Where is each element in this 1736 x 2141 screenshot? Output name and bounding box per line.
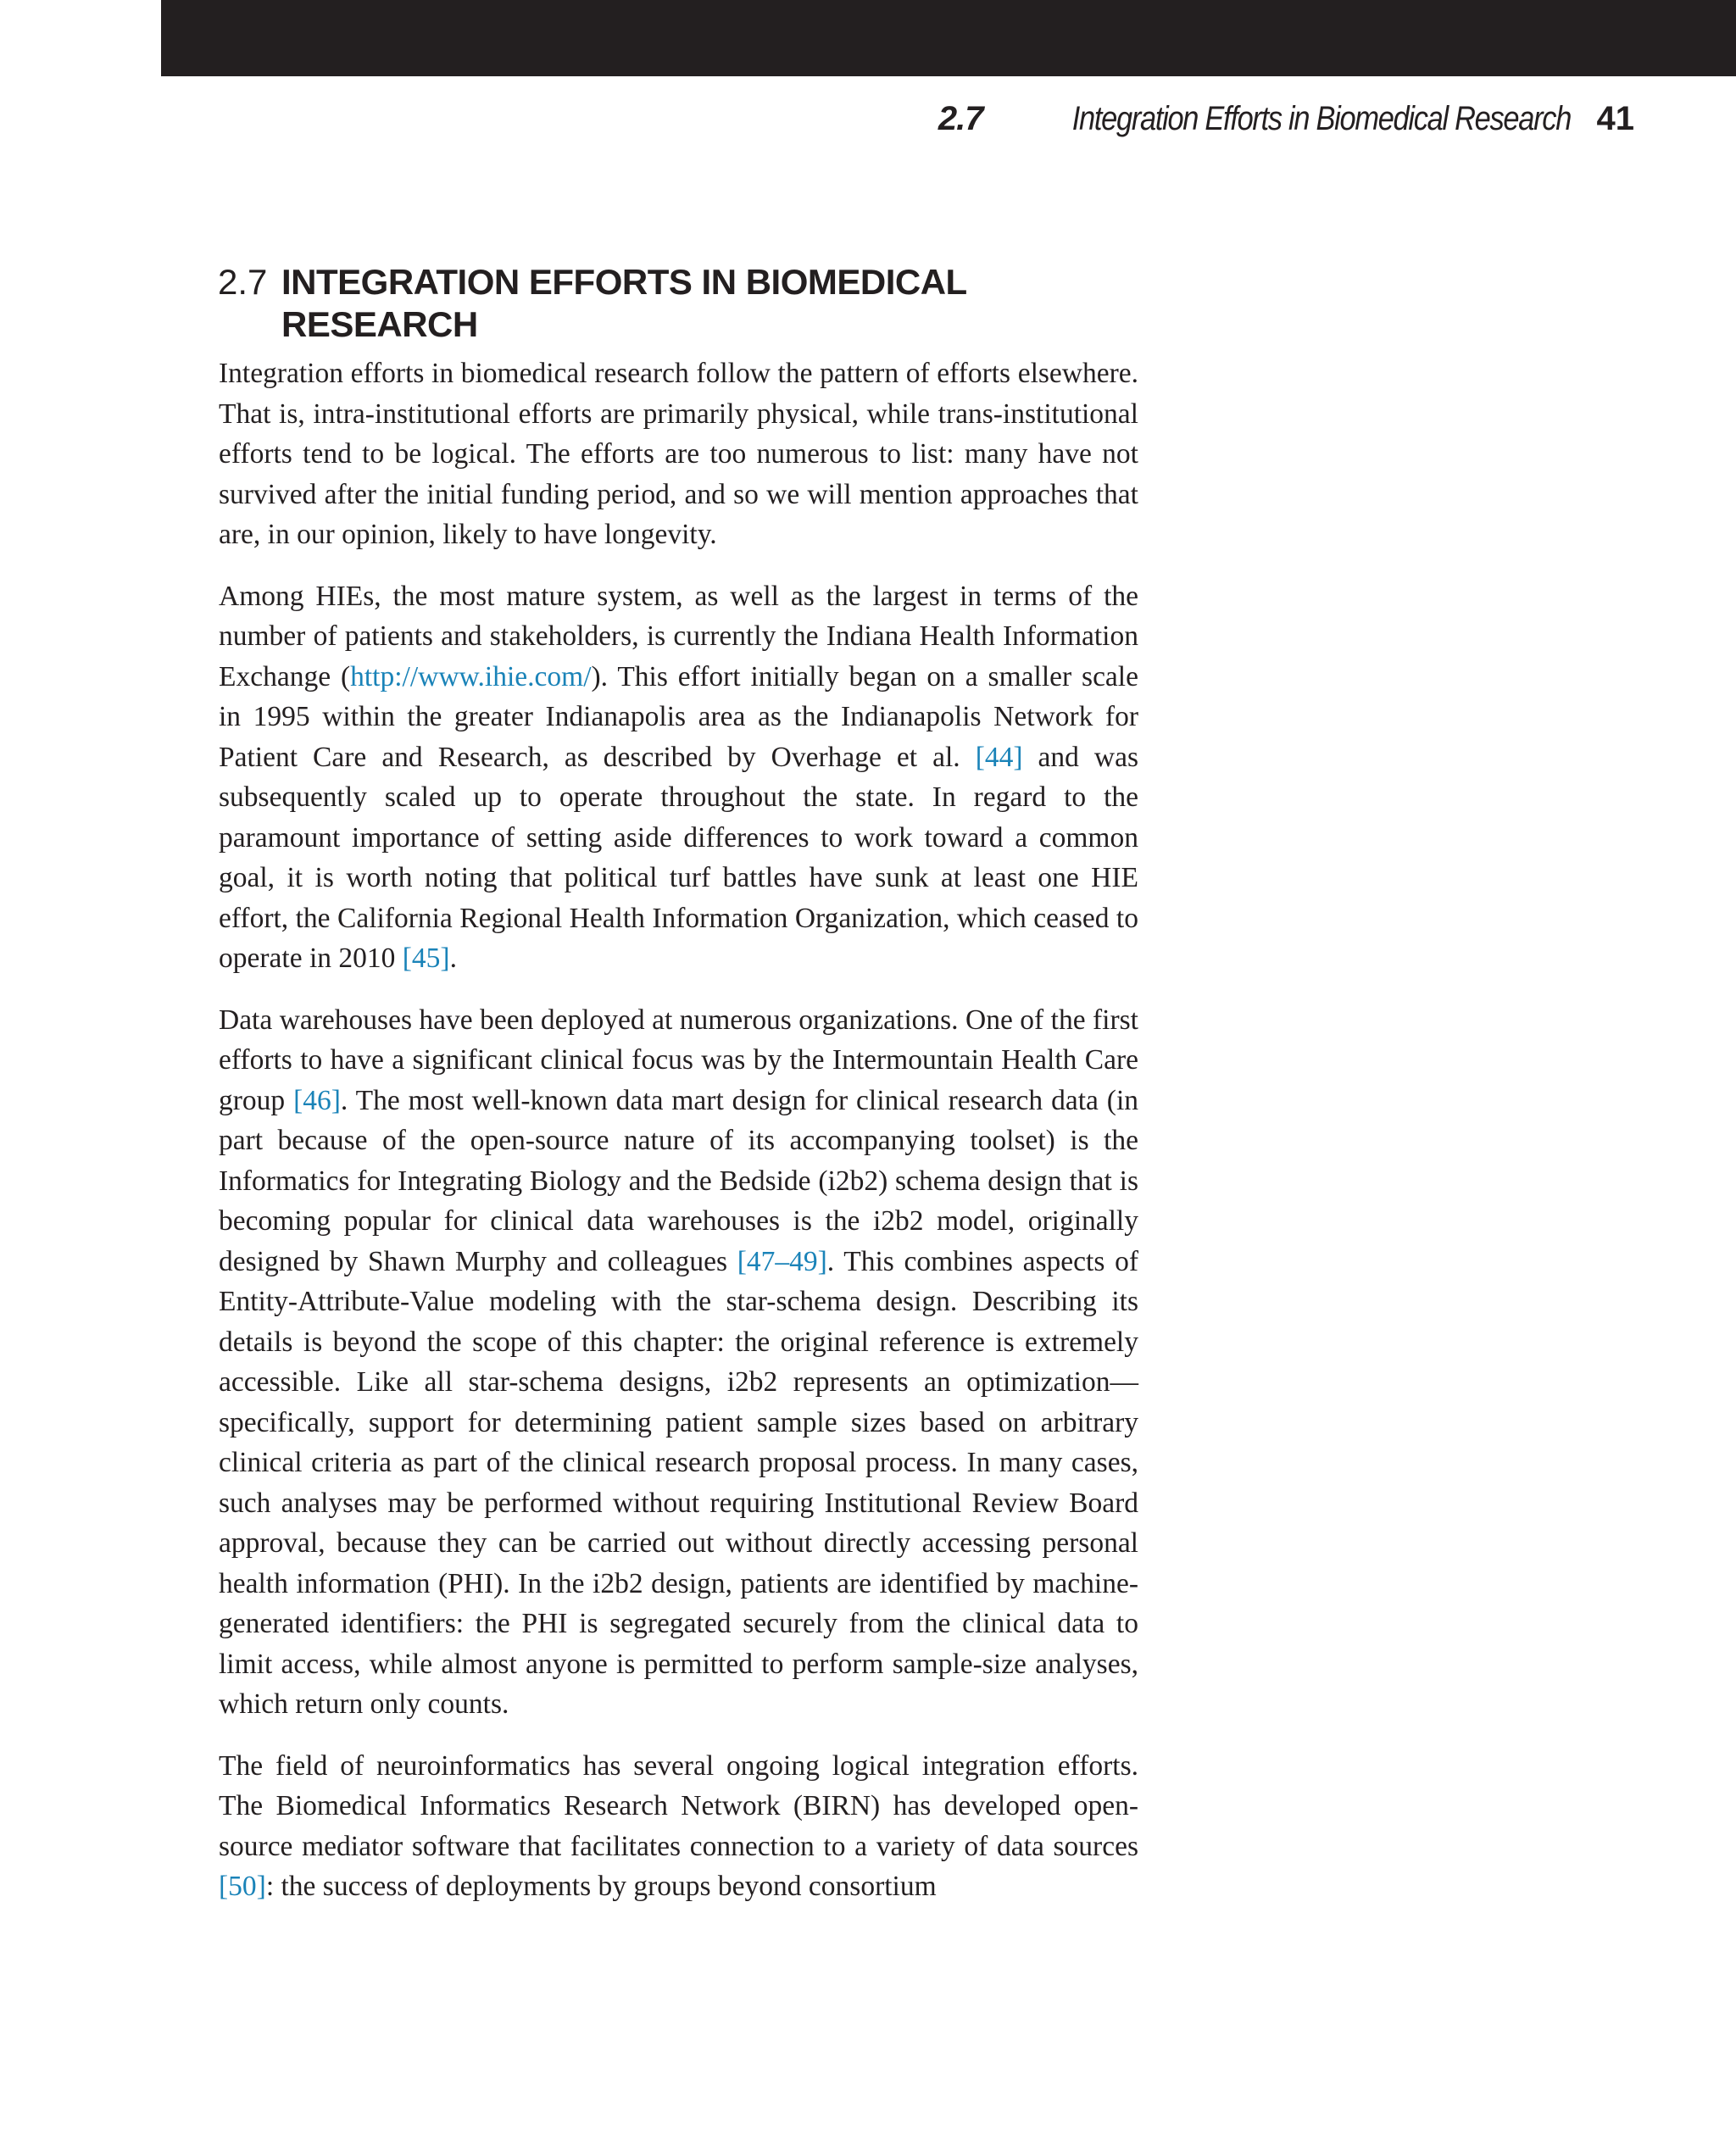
body-text — [219, 353, 1138, 1928]
citation-47-49[interactable]: [47–49] — [737, 1245, 827, 1277]
paragraph-2-text-a: Among HIEs, the most mature system, as well as the largest in terms of the number of patients and stakeholders, is currently the Indiana Health Information Exchange ( — [219, 580, 1138, 692]
page-number: 41 — [1596, 100, 1634, 137]
section-title — [281, 261, 967, 346]
running-head-title: Integration Efforts in Biomedical Research — [1072, 100, 1572, 137]
paragraph-3-text-b: . The most well-known data mart design for clinical research data (in part because of the open-source nature of its accompanying toolset) is the Informatics for Integrating Biology and the Bedside (i2b2) schema design that is becoming popular for clinical data warehouses is the i2b2 model, originally designed by Shawn Murphy and colleagues — [219, 1084, 1139, 1277]
paragraph-3-text-a: Data warehouses have been deployed at numerous organizations. One of the first efforts to have a significant clinical focus was by the Intermountain Health Care group — [219, 1004, 1138, 1116]
citation-46[interactable]: [46] — [293, 1084, 341, 1116]
citation-45[interactable]: [45] — [402, 943, 450, 974]
running-head — [938, 100, 1634, 138]
paragraph-1: Integration efforts in biomedical research follow the pattern of efforts elsewhere. That is, intra-institutional efforts are primarily physical, while trans-institutional efforts tend to be logical. The efforts are too numerous to list: many have not survived after the initial funding period, and so we will mention approaches that are, in our opinion, likely to have longevity. — [219, 358, 1138, 550]
paragraph-3-text-c: . This combines aspects of Entity-Attribute-Value modeling with the star-schema design. Describing its details is beyond the scope of this chapter: the original reference is extremely accessible. Like all star-schema designs, i2b2 represents an optimization—specifically, support for determining patient sample sizes based on arbitrary clinical criteria as part of the clinical research proposal process. In many cases, such analyses may be performed without requiring Institutional Review Board approval, because they can be carried out without directly accessing personal health information (PHI). In the i2b2 design, patients are identified by machine-generated identifiers: the PHI is segregated securely from the clinical data to limit access, while almost anyone is permitted to perform sample-size analyses, which return only counts. — [219, 1245, 1138, 1720]
paragraph-2 — [219, 576, 1138, 979]
paragraph-2-text-d: . — [449, 943, 457, 974]
paragraph-4-text-b: : the success of deployments by groups beyond consortium — [265, 1871, 937, 1902]
top-bar — [161, 0, 1736, 76]
paragraph-2-text-b: ). This effort initially began on a smaller scale in 1995 within the greater Indianapolis area as the Indianapolis Network for Patient Care and Research, as described by Overhage et al. — [219, 660, 1138, 773]
running-head-section-number: 2.7 — [938, 100, 983, 137]
paragraph-4 — [219, 1746, 1138, 1907]
paragraph-2-text-c: and was subsequently scaled up to operate throughout the state. In regard to the paramount importance of setting aside differences to work toward a common goal, it is worth noting that political turf battles have sunk at least one HIE effort, the California Regional Health Information Organization, which ceased to operate in 2010 — [219, 741, 1139, 974]
paragraph-3 — [219, 1000, 1138, 1725]
section-heading — [218, 261, 1150, 346]
section-title-line1: INTEGRATION EFFORTS IN BIOMEDICAL — [281, 262, 967, 302]
section-number: 2.7 — [218, 262, 268, 302]
paragraph-4-text-a: The field of neuroinformatics has several ongoing logical integration efforts. The Biomedical Informatics Research Network (BIRN) has developed open-source mediator software that facilitates connection to a variety of data sources — [219, 1749, 1138, 1862]
section-title-line2: RESEARCH — [281, 304, 478, 344]
ihie-link[interactable]: http://www.ihie.com/ — [350, 660, 592, 692]
citation-44[interactable]: [44] — [975, 741, 1023, 773]
citation-50[interactable]: [50] — [219, 1871, 266, 1902]
